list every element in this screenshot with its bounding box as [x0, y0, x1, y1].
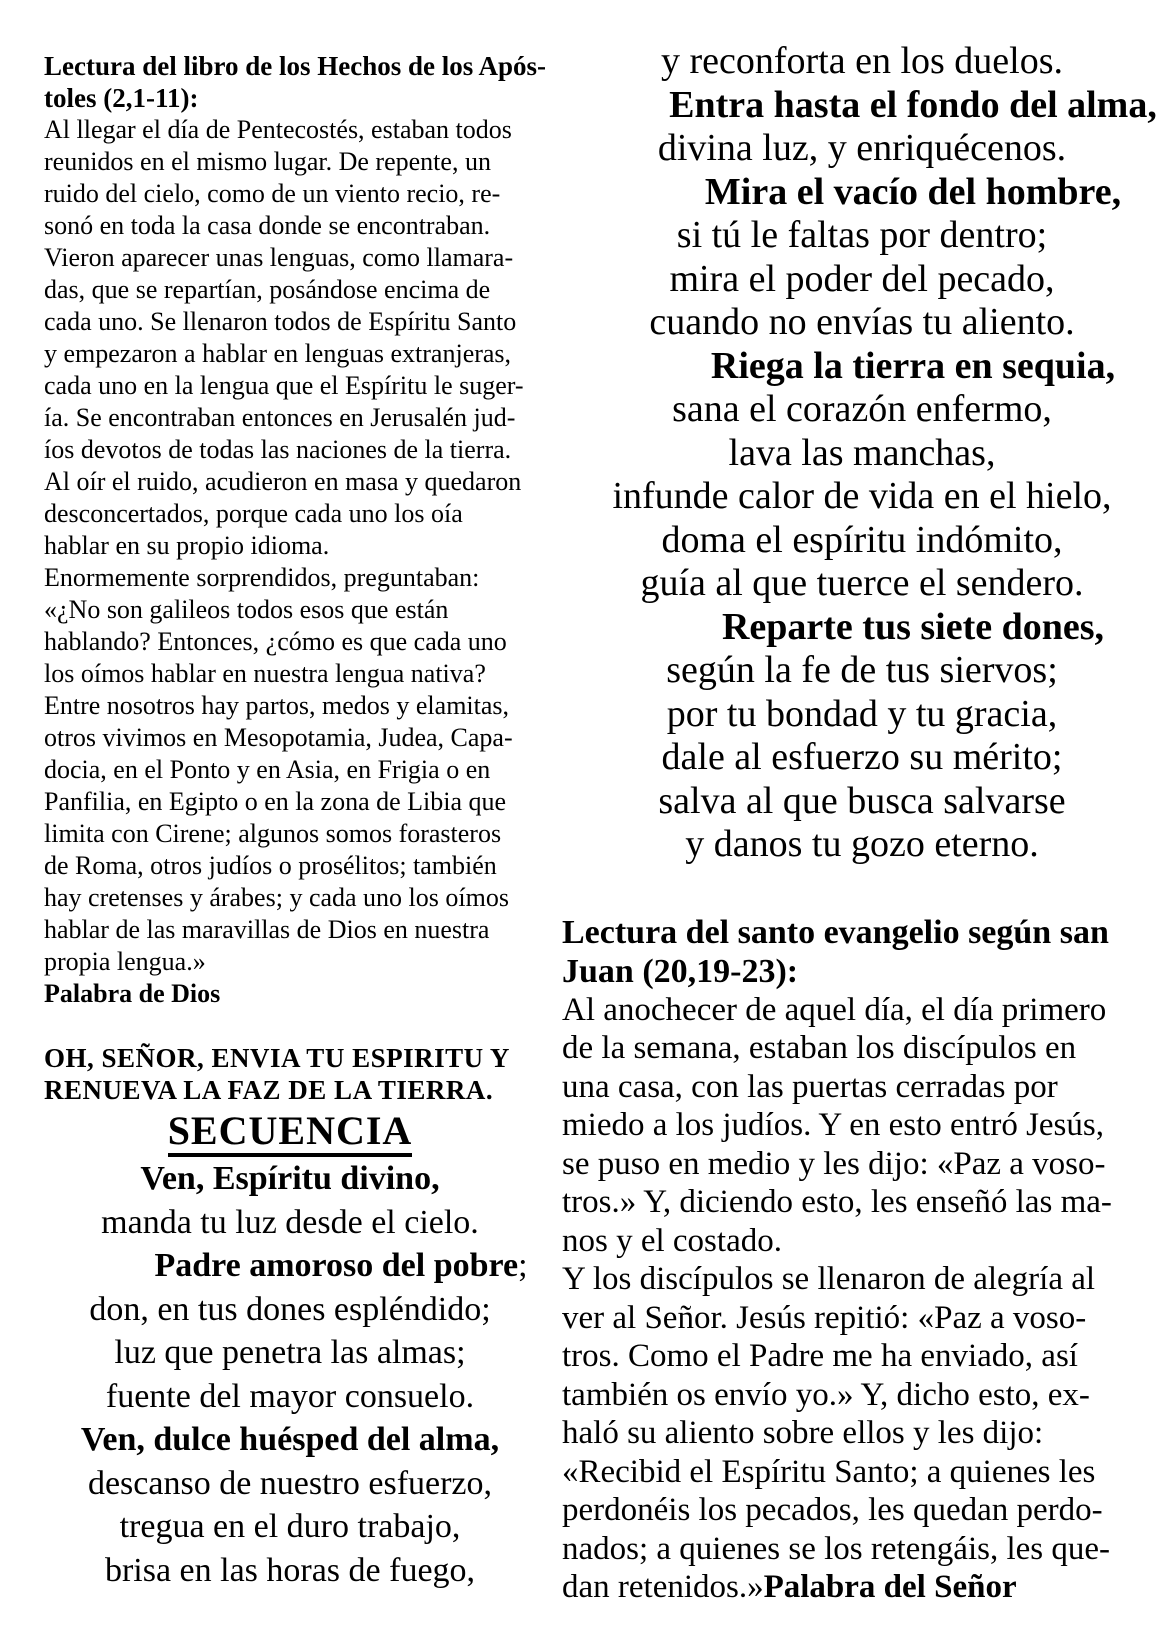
- text-line: [44, 82, 536, 114]
- text-segment: de Roma, otros judíos o prosélitos; también: [44, 851, 497, 880]
- text-segment: por tu bondad y tu gracia,: [666, 692, 1058, 735]
- bold-text-segment: Mira el vacío del hombre,: [704, 170, 1122, 213]
- text-line: [562, 1337, 1162, 1376]
- antiphon: [44, 1042, 536, 1106]
- text-line: [44, 50, 547, 82]
- text-segment: das, que se repartían, posándose encima de: [44, 275, 491, 304]
- text-line: [44, 1418, 536, 1462]
- text-segment: Juan (20,19-23):: [562, 952, 799, 990]
- text-segment: ;: [518, 1247, 528, 1284]
- text-line: [44, 1549, 536, 1593]
- text-line: [44, 914, 536, 946]
- sequence-title-text: SECUENCIA: [168, 1109, 413, 1157]
- text-segment: cada uno en la lengua que el Espíritu le suger-: [44, 371, 524, 400]
- text-segment: propia lengua.»: [44, 947, 206, 976]
- sequence-title: [44, 1106, 536, 1157]
- text-line: [562, 1414, 1162, 1453]
- text-segment: hablando? Entonces, ¿cómo es que cada uno: [44, 627, 507, 656]
- text-line: [562, 1299, 1162, 1338]
- text-line: [562, 562, 1162, 606]
- text-line: [44, 1331, 536, 1375]
- text-line: [44, 1288, 536, 1332]
- text-segment: Enormemente sorprendidos, preguntaban:: [44, 563, 480, 592]
- first-reading-body: [44, 114, 536, 978]
- text-line: [562, 736, 1162, 780]
- text-segment: doma el espíritu indómito,: [661, 518, 1063, 561]
- text-line: [44, 658, 536, 690]
- text-segment: Lectura del libro de los Hechos de los Após-: [44, 51, 547, 81]
- text-segment: reunidos en el mismo lugar. De repente, un: [44, 147, 491, 176]
- text-segment: tros.» Y, diciendo esto, les enseñó las ma-: [562, 1184, 1112, 1220]
- text-line: [44, 626, 536, 658]
- text-segment: de la semana, estaban los discípulos en: [562, 1030, 1077, 1066]
- text-segment: docia, en el Ponto y en Asia, en Frigia o en: [44, 755, 491, 784]
- text-line: [95, 1244, 587, 1288]
- text-line: [562, 475, 1162, 519]
- text-line: [44, 242, 536, 274]
- text-line: [44, 466, 536, 498]
- text-line: [44, 530, 536, 562]
- bold-text-segment: Ven, dulce huésped del alma,: [80, 1421, 500, 1458]
- text-line: [44, 1462, 536, 1506]
- text-segment: según la fe de tus siervos;: [666, 649, 1058, 691]
- text-segment: una casa, con las puertas cerradas por: [562, 1068, 1058, 1105]
- text-segment: divina luz, y enriquécenos.: [657, 127, 1067, 169]
- text-segment: y danos tu gozo eterno.: [685, 823, 1039, 865]
- right-column: [562, 40, 1162, 1607]
- gospel-section: [562, 913, 1162, 1607]
- text-line: [562, 1453, 1162, 1492]
- text-segment: lava las manchas,: [728, 431, 996, 474]
- text-line: [562, 1029, 1162, 1068]
- bold-text-segment: Palabra del Señor: [763, 1569, 1017, 1605]
- text-line: [44, 882, 536, 914]
- text-segment: dan retenidos.»: [562, 1569, 764, 1605]
- text-line: [562, 1145, 1162, 1184]
- text-line: [562, 432, 1162, 476]
- text-segment: íos devotos de todas las naciones de la tierra.: [44, 435, 512, 464]
- text-line: [44, 114, 536, 146]
- sequence-hymn-right: [562, 40, 1162, 867]
- text-line: [44, 210, 536, 242]
- text-line: [44, 562, 536, 594]
- text-line: [562, 1068, 1162, 1107]
- text-segment: Al llegar el día de Pentecostés, estaban todos: [44, 115, 512, 144]
- text-segment: Entre nosotros hay partos, medos y elamitas,: [44, 691, 510, 720]
- text-line: [562, 913, 1162, 952]
- text-segment: dale al esfuerzo su mérito;: [661, 736, 1063, 778]
- text-line: [613, 345, 1169, 389]
- text-line: [44, 402, 536, 434]
- text-segment: infunde calor de vida en el hielo,: [612, 475, 1112, 517]
- text-segment: manda tu luz desde el cielo.: [101, 1203, 479, 1241]
- text-segment: también os envío yo.» Y, dicho esto, ex-: [562, 1376, 1090, 1413]
- text-line: [562, 1530, 1162, 1569]
- text-line: [613, 606, 1169, 650]
- bold-text-segment: Riega la tierra en sequia,: [710, 344, 1116, 387]
- text-line: [562, 952, 1162, 991]
- text-segment: Y los discípulos se llenaron de alegría al: [562, 1261, 1096, 1297]
- text-line: [562, 823, 1162, 867]
- text-line: [44, 1201, 536, 1245]
- text-segment: hablar de las maravillas de Dios en nuestra: [44, 915, 490, 944]
- text-segment: sana el corazón enfermo,: [672, 388, 1052, 430]
- text-segment: nos y el costado.: [562, 1222, 782, 1259]
- text-line: [562, 127, 1162, 171]
- bold-text-segment: Reparte tus siete dones,: [721, 605, 1105, 648]
- text-segment: guía al que tuerce el sendero.: [640, 562, 1084, 604]
- text-segment: y empezaron a hablar en lenguas extranjeras,: [44, 339, 512, 368]
- gospel-body: [562, 991, 1162, 1607]
- text-line: [44, 1074, 536, 1106]
- text-line: [44, 1375, 536, 1419]
- text-line: [562, 693, 1162, 737]
- text-segment: Al anochecer de aquel día, el día primero: [562, 991, 1107, 1028]
- text-segment: brisa en las horas de fuego,: [104, 1551, 476, 1589]
- text-line: [562, 780, 1162, 824]
- text-segment: toles (2,1-11):: [44, 83, 199, 113]
- text-line: [562, 1183, 1162, 1222]
- text-segment: limita con Cirene; algunos somos forasteros: [44, 819, 502, 848]
- text-segment: ía. Se encontraban entonces en Jerusalén jud-: [44, 403, 516, 432]
- text-line: [562, 214, 1162, 258]
- text-segment: salva al que busca salvarse: [658, 779, 1066, 822]
- text-segment: cuando no envías tu aliento.: [649, 301, 1075, 343]
- text-segment: haló su aliento sobre ellos y les dijo:: [562, 1415, 1044, 1451]
- text-segment: ver al Señor. Jesús repitió: «Paz a voso-: [562, 1299, 1087, 1336]
- text-line: [44, 754, 536, 786]
- text-line: [44, 306, 536, 338]
- text-line: [613, 84, 1169, 128]
- text-line: [44, 946, 536, 978]
- text-segment: los oímos hablar en nuestra lengua nativa?: [44, 659, 486, 688]
- sequence-hymn-left: [44, 1157, 536, 1592]
- bold-text-segment: Ven, Espíritu divino,: [140, 1160, 440, 1197]
- text-line: [44, 722, 536, 754]
- text-segment: se puso en medio y les dijo: «Paz a voso-: [562, 1145, 1106, 1182]
- text-segment: miedo a los judíos. Y en esto entró Jesús,: [562, 1107, 1104, 1143]
- first-reading-closing: Palabra de Dios: [44, 979, 221, 1008]
- text-line: [562, 388, 1162, 432]
- text-segment: «Recibid el Espíritu Santo; a quienes les: [562, 1453, 1096, 1490]
- text-line: [562, 1568, 1162, 1607]
- first-reading-heading: [44, 50, 547, 114]
- text-line: [44, 498, 536, 530]
- text-segment: RENUEVA LA FAZ DE LA TIERRA.: [44, 1075, 494, 1105]
- text-segment: Vieron aparecer unas lenguas, como llamara-: [44, 243, 514, 272]
- text-segment: perdonéis los pecados, les quedan perdo-: [562, 1492, 1103, 1528]
- text-line: [562, 991, 1162, 1030]
- text-segment: y reconforta en los duelos.: [660, 40, 1064, 82]
- text-segment: hay cretenses y árabes; y cada uno los oímos: [44, 883, 509, 912]
- text-line: [44, 786, 536, 818]
- text-segment: desconcertados, porque cada uno los oía: [44, 499, 463, 528]
- left-column: [44, 50, 547, 1592]
- text-line: [562, 1491, 1162, 1530]
- text-segment: tros. Como el Padre me ha enviado, así: [562, 1338, 1078, 1374]
- text-line: [562, 1106, 1162, 1145]
- text-line: [44, 1157, 536, 1201]
- text-segment: Lectura del santo evangelio según san: [562, 913, 1109, 951]
- text-segment: si tú le faltas por dentro;: [676, 214, 1048, 256]
- text-segment: tregua en el duro trabajo,: [119, 1508, 461, 1545]
- text-line: [562, 258, 1162, 302]
- text-line: [562, 301, 1162, 345]
- text-line: [44, 818, 536, 850]
- text-line: [44, 850, 536, 882]
- text-line: [44, 338, 536, 370]
- text-segment: nados; a quienes se los retengáis, les que-: [562, 1530, 1111, 1567]
- text-line: [44, 690, 536, 722]
- text-segment: otros vivimos en Mesopotamia, Judea, Capa-: [44, 723, 513, 752]
- text-line: [562, 40, 1162, 84]
- text-line: [44, 1505, 536, 1549]
- text-segment: Al oír el ruido, acudieron en masa y quedaron: [44, 467, 522, 496]
- text-line: [44, 178, 536, 210]
- text-line: [44, 146, 536, 178]
- text-segment: don, en tus dones espléndido;: [89, 1290, 491, 1328]
- text-line: [44, 434, 536, 466]
- text-line: [613, 171, 1169, 215]
- text-line: [562, 1260, 1162, 1299]
- text-line: [44, 370, 536, 402]
- text-segment: descanso de nuestro esfuerzo,: [87, 1464, 493, 1502]
- text-segment: luz que penetra las almas;: [114, 1334, 466, 1371]
- text-segment: OH, SEÑOR, ENVIA TU ESPIRITU Y: [44, 1043, 510, 1073]
- text-line: [44, 274, 536, 306]
- text-line: [562, 1222, 1162, 1261]
- text-line: [562, 1376, 1162, 1415]
- gospel-heading: [562, 913, 1162, 991]
- text-line: [562, 649, 1162, 693]
- text-line: [44, 594, 536, 626]
- text-segment: cada uno. Se llenaron todos de Espíritu Santo: [44, 307, 517, 336]
- bold-text-segment: Entra hasta el fondo del alma,: [669, 83, 1157, 126]
- text-segment: Panfilia, en Egipto o en la zona de Libia que: [44, 787, 507, 816]
- text-segment: fuente del mayor consuelo.: [105, 1377, 475, 1415]
- text-line: [562, 519, 1162, 563]
- text-segment: «¿No son galileos todos esos que están: [44, 595, 449, 624]
- text-segment: mira el poder del pecado,: [669, 257, 1055, 300]
- text-line: [44, 1042, 536, 1074]
- text-segment: hablar en su propio idioma.: [44, 531, 330, 560]
- text-segment: sonó en toda la casa donde se encontraban.: [44, 211, 491, 240]
- bold-text-segment: Padre amoroso del pobre: [154, 1247, 519, 1284]
- text-segment: ruido del cielo, como de un viento recio, re-: [44, 179, 501, 208]
